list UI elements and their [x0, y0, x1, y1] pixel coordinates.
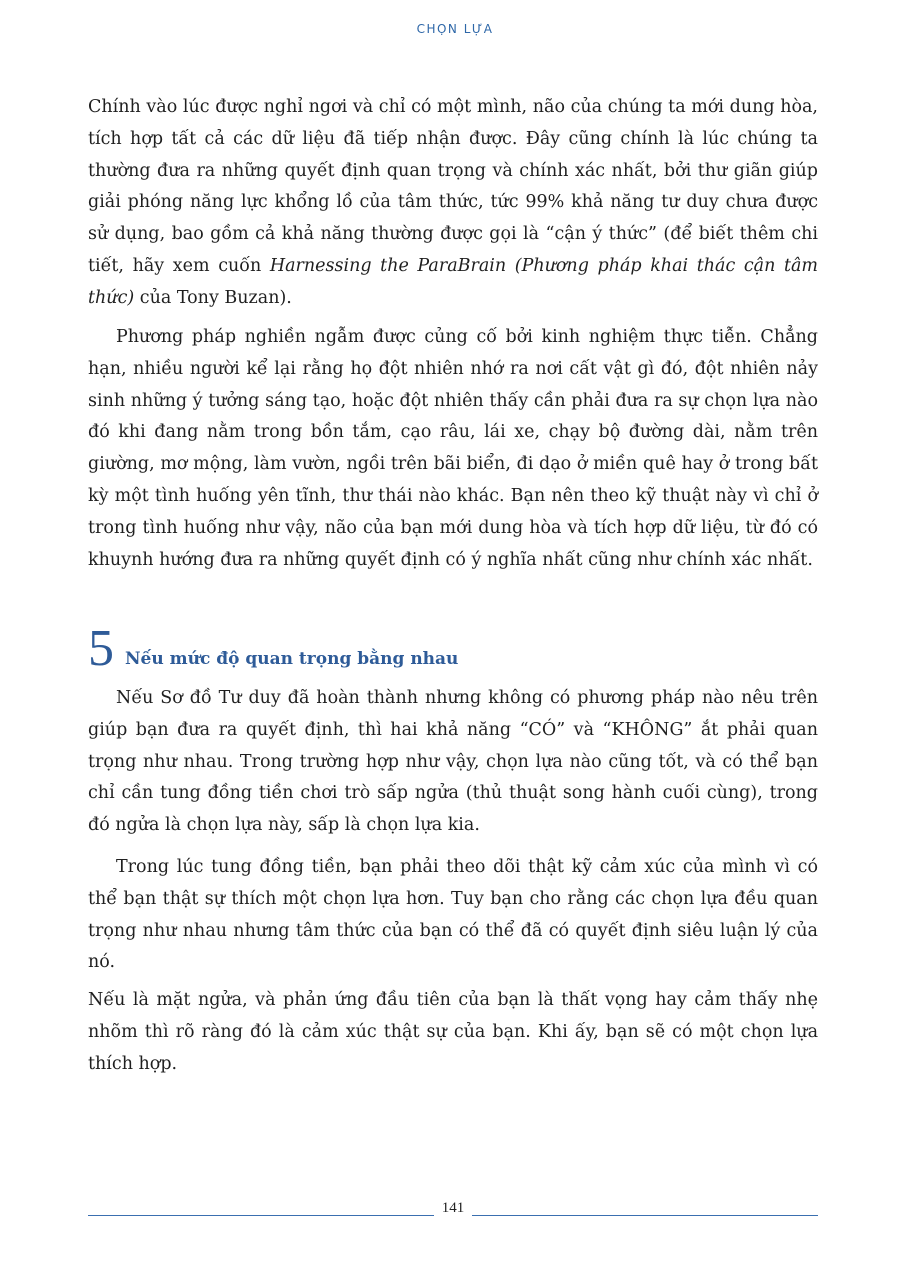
paragraph-2-text: Phương pháp nghiền ngẫm được củng cố bởi kinh nghiệm thực tiễn. Chẳng hạn, nhiều người kể lại rằng họ đột nhiên nhớ ra nơi cất vật gì đó, đột nhiên nảy sinh những ý tưởng sáng tạo, hoặc đột nhiên thấy cần phải đưa ra sự chọn lựa nào đó khi đang nằm trong bồn tắm, cạo râu, lái xe, chạy bộ đường dài, nằm trên giường, mơ mộng, làm vườn, ngồi trên bãi biển, đi dạo ở miền quê hay ở trong bất kỳ một tình huống yên tĩnh, thư thái nào khác. Bạn nên theo kỹ thuật này vì chỉ ở trong tình huống như vậy, não của bạn mới dung hòa và tích hợp dữ liệu, từ đó có khuynh hướng đưa ra những quyết định có ý nghĩa nhất cũng như chính xác nhất. — [88, 327, 818, 570]
section-title: Nếu mức độ quan trọng bằng nhau — [125, 649, 459, 669]
paragraph-1-ending: của Tony Buzan). — [134, 287, 292, 308]
footer-rule-left — [88, 1215, 434, 1216]
section-number: 5 — [88, 620, 114, 677]
page-footer — [88, 1198, 818, 1228]
paragraph-4 — [88, 852, 818, 979]
paragraph-5 — [88, 985, 818, 1080]
paragraph-1-text: Chính vào lúc được nghỉ ngơi và chỉ có một mình, não của chúng ta mới dung hòa, tích hợp tất cả các dữ liệu đã tiếp nhận được. Đây cũng chính là lúc chúng ta thường đưa ra những quyết định quan trọng và chính xác nhất, bởi thư giãn giúp giải phóng năng lực khổng lồ của tâm thức, tức 99% khả năng tư duy chưa được sử dụng, bao gồm cả khả năng thường được gọi là “cận ý thức” (để biết thêm chi tiết, hãy xem cuốn — [88, 97, 818, 276]
page-number: 141 — [441, 1200, 465, 1216]
section-heading — [88, 614, 818, 684]
paragraph-1 — [88, 92, 818, 315]
paragraph-2 — [88, 322, 818, 576]
footer-rule-right — [472, 1215, 818, 1216]
paragraph-3 — [88, 683, 818, 842]
paragraph-5-text: Nếu là mặt ngửa, và phản ứng đầu tiên của bạn là thất vọng hay cảm thấy nhẹ nhõm thì rõ ràng đó là cảm xúc thật sự của bạn. Khi ấy, bạn sẽ có một chọn lựa thích hợp. — [88, 990, 818, 1074]
book-title-italic: Harnessing the ParaBrain (Phương pháp khai thác cận tâm thức) — [88, 255, 819, 308]
running-header: CHỌN LỰA — [416, 22, 494, 36]
paragraph-4-text: Trong lúc tung đồng tiền, bạn phải theo dõi thật kỹ cảm xúc của mình vì có thể bạn thật sự thích một chọn lựa hơn. Tuy bạn cho rằng các chọn lựa đều quan trọng như nhau nhưng tâm thức của bạn có thể đã có quyết định siêu luận lý của nó. — [88, 857, 818, 973]
paragraph-3-text: Nếu Sơ đồ Tư duy đã hoàn thành nhưng không có phương pháp nào nêu trên giúp bạn đưa ra quyết định, thì hai khả năng “CÓ” và “KHÔNG” ắt phải quan trọng như nhau. Trong trường hợp như vậy, chọn lựa nào cũng tốt, và có thể bạn chỉ cần tung đồng tiền chơi trò sấp ngửa (thủ thuật song hành cuối cùng), trong đó ngửa là chọn lựa này, sấp là chọn lựa kia. — [88, 688, 818, 836]
